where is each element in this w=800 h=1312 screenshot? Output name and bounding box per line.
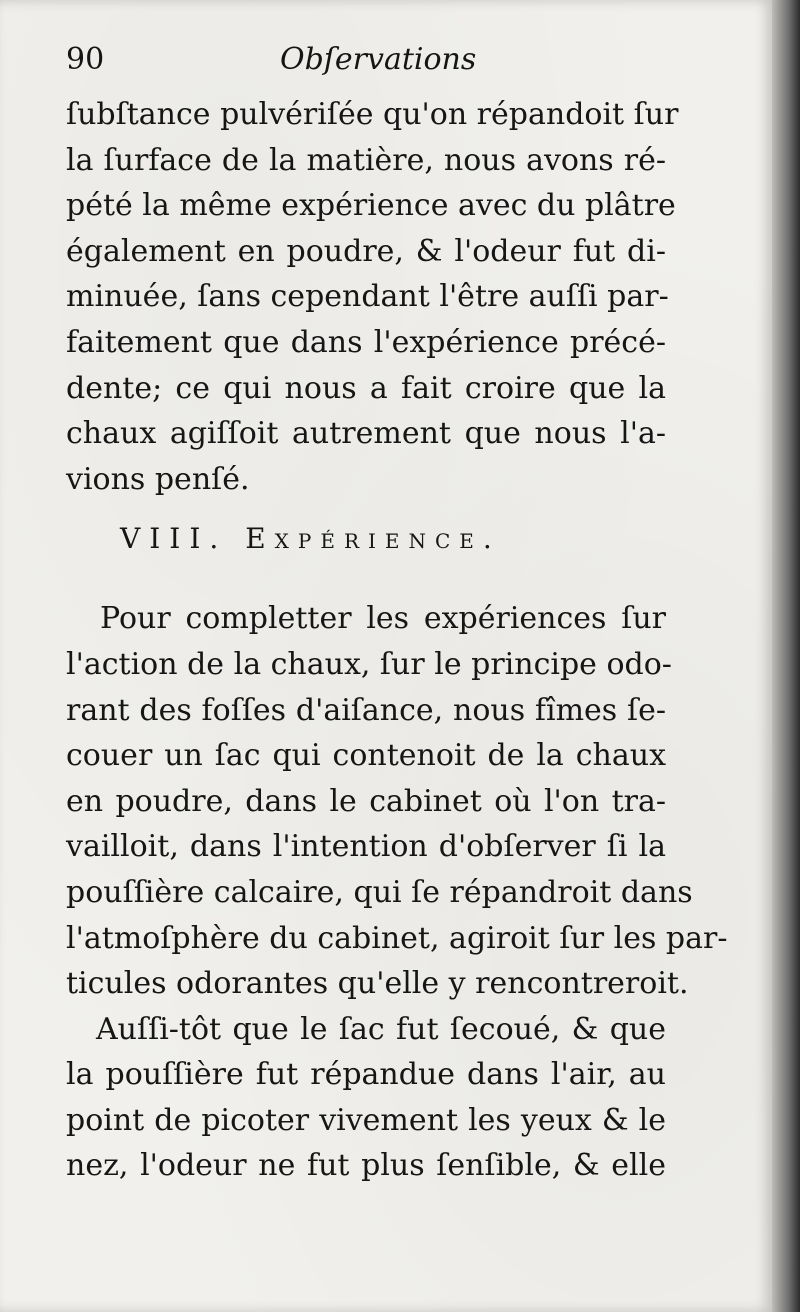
- text-line: la pouſſière fut répandue dans l'air, au: [66, 1057, 666, 1093]
- text-line: rant des foſſes d'aiſance, nous fîmes ſe-: [66, 692, 666, 728]
- paragraph: [66, 596, 728, 1006]
- text-line: vions penſé.: [66, 461, 250, 497]
- section-heading: VIII. Expérience.: [120, 522, 501, 556]
- page-number: 90: [66, 42, 105, 77]
- text-line: en poudre, dans le cabinet où l'on tra-: [66, 783, 666, 819]
- page-header: [66, 42, 686, 88]
- book-gutter: [772, 0, 800, 1312]
- text-line: vailloit, dans l'intention d'obſerver ſi la: [66, 829, 666, 865]
- text-line: la ſurface de la matière, nous avons ré-: [66, 142, 666, 178]
- body-text: [66, 92, 728, 1189]
- text-line: nez, l'odeur ne fut plus ſenſible, & elle: [66, 1148, 666, 1184]
- text-line: l'action de la chaux, ſur le principe odo-: [66, 646, 672, 682]
- text-line: l'atmoſphère du cabinet, agiroit ſur les par-: [66, 920, 728, 956]
- text-line: chaux agiſſoit autrement que nous l'a-: [66, 416, 666, 452]
- text-line: Pour completter les expériences ſur: [100, 601, 666, 637]
- text-line: ſubſtance pulvériſée qu'on répandoit ſur: [66, 97, 679, 132]
- text-line: également en poudre, & l'odeur fut di-: [66, 233, 666, 269]
- text-line: faitement que dans l'expérience précé-: [66, 324, 666, 360]
- text-line: dente; ce qui nous a fait croire que la: [66, 370, 666, 406]
- text-line: couer un ſac qui contenoit de la chaux: [66, 738, 666, 774]
- text-line: ticules odorantes qu'elle y rencontreroit.: [66, 966, 689, 1002]
- paragraph: [66, 1007, 666, 1189]
- paragraph: [66, 92, 679, 502]
- text-line: pété la même expérience avec du plâtre: [66, 188, 676, 224]
- text-line: minuée, ſans cependant l'être auſſi par-: [66, 279, 669, 315]
- text-line: Auſſi-tôt que le ſac fut ſecoué, & que: [96, 1011, 666, 1047]
- text-line: point de picoter vivement les yeux & le: [66, 1102, 666, 1138]
- text-line: pouſſière calcaire, qui ſe répandroit dans: [66, 874, 693, 910]
- running-title: Obſervations: [280, 42, 477, 77]
